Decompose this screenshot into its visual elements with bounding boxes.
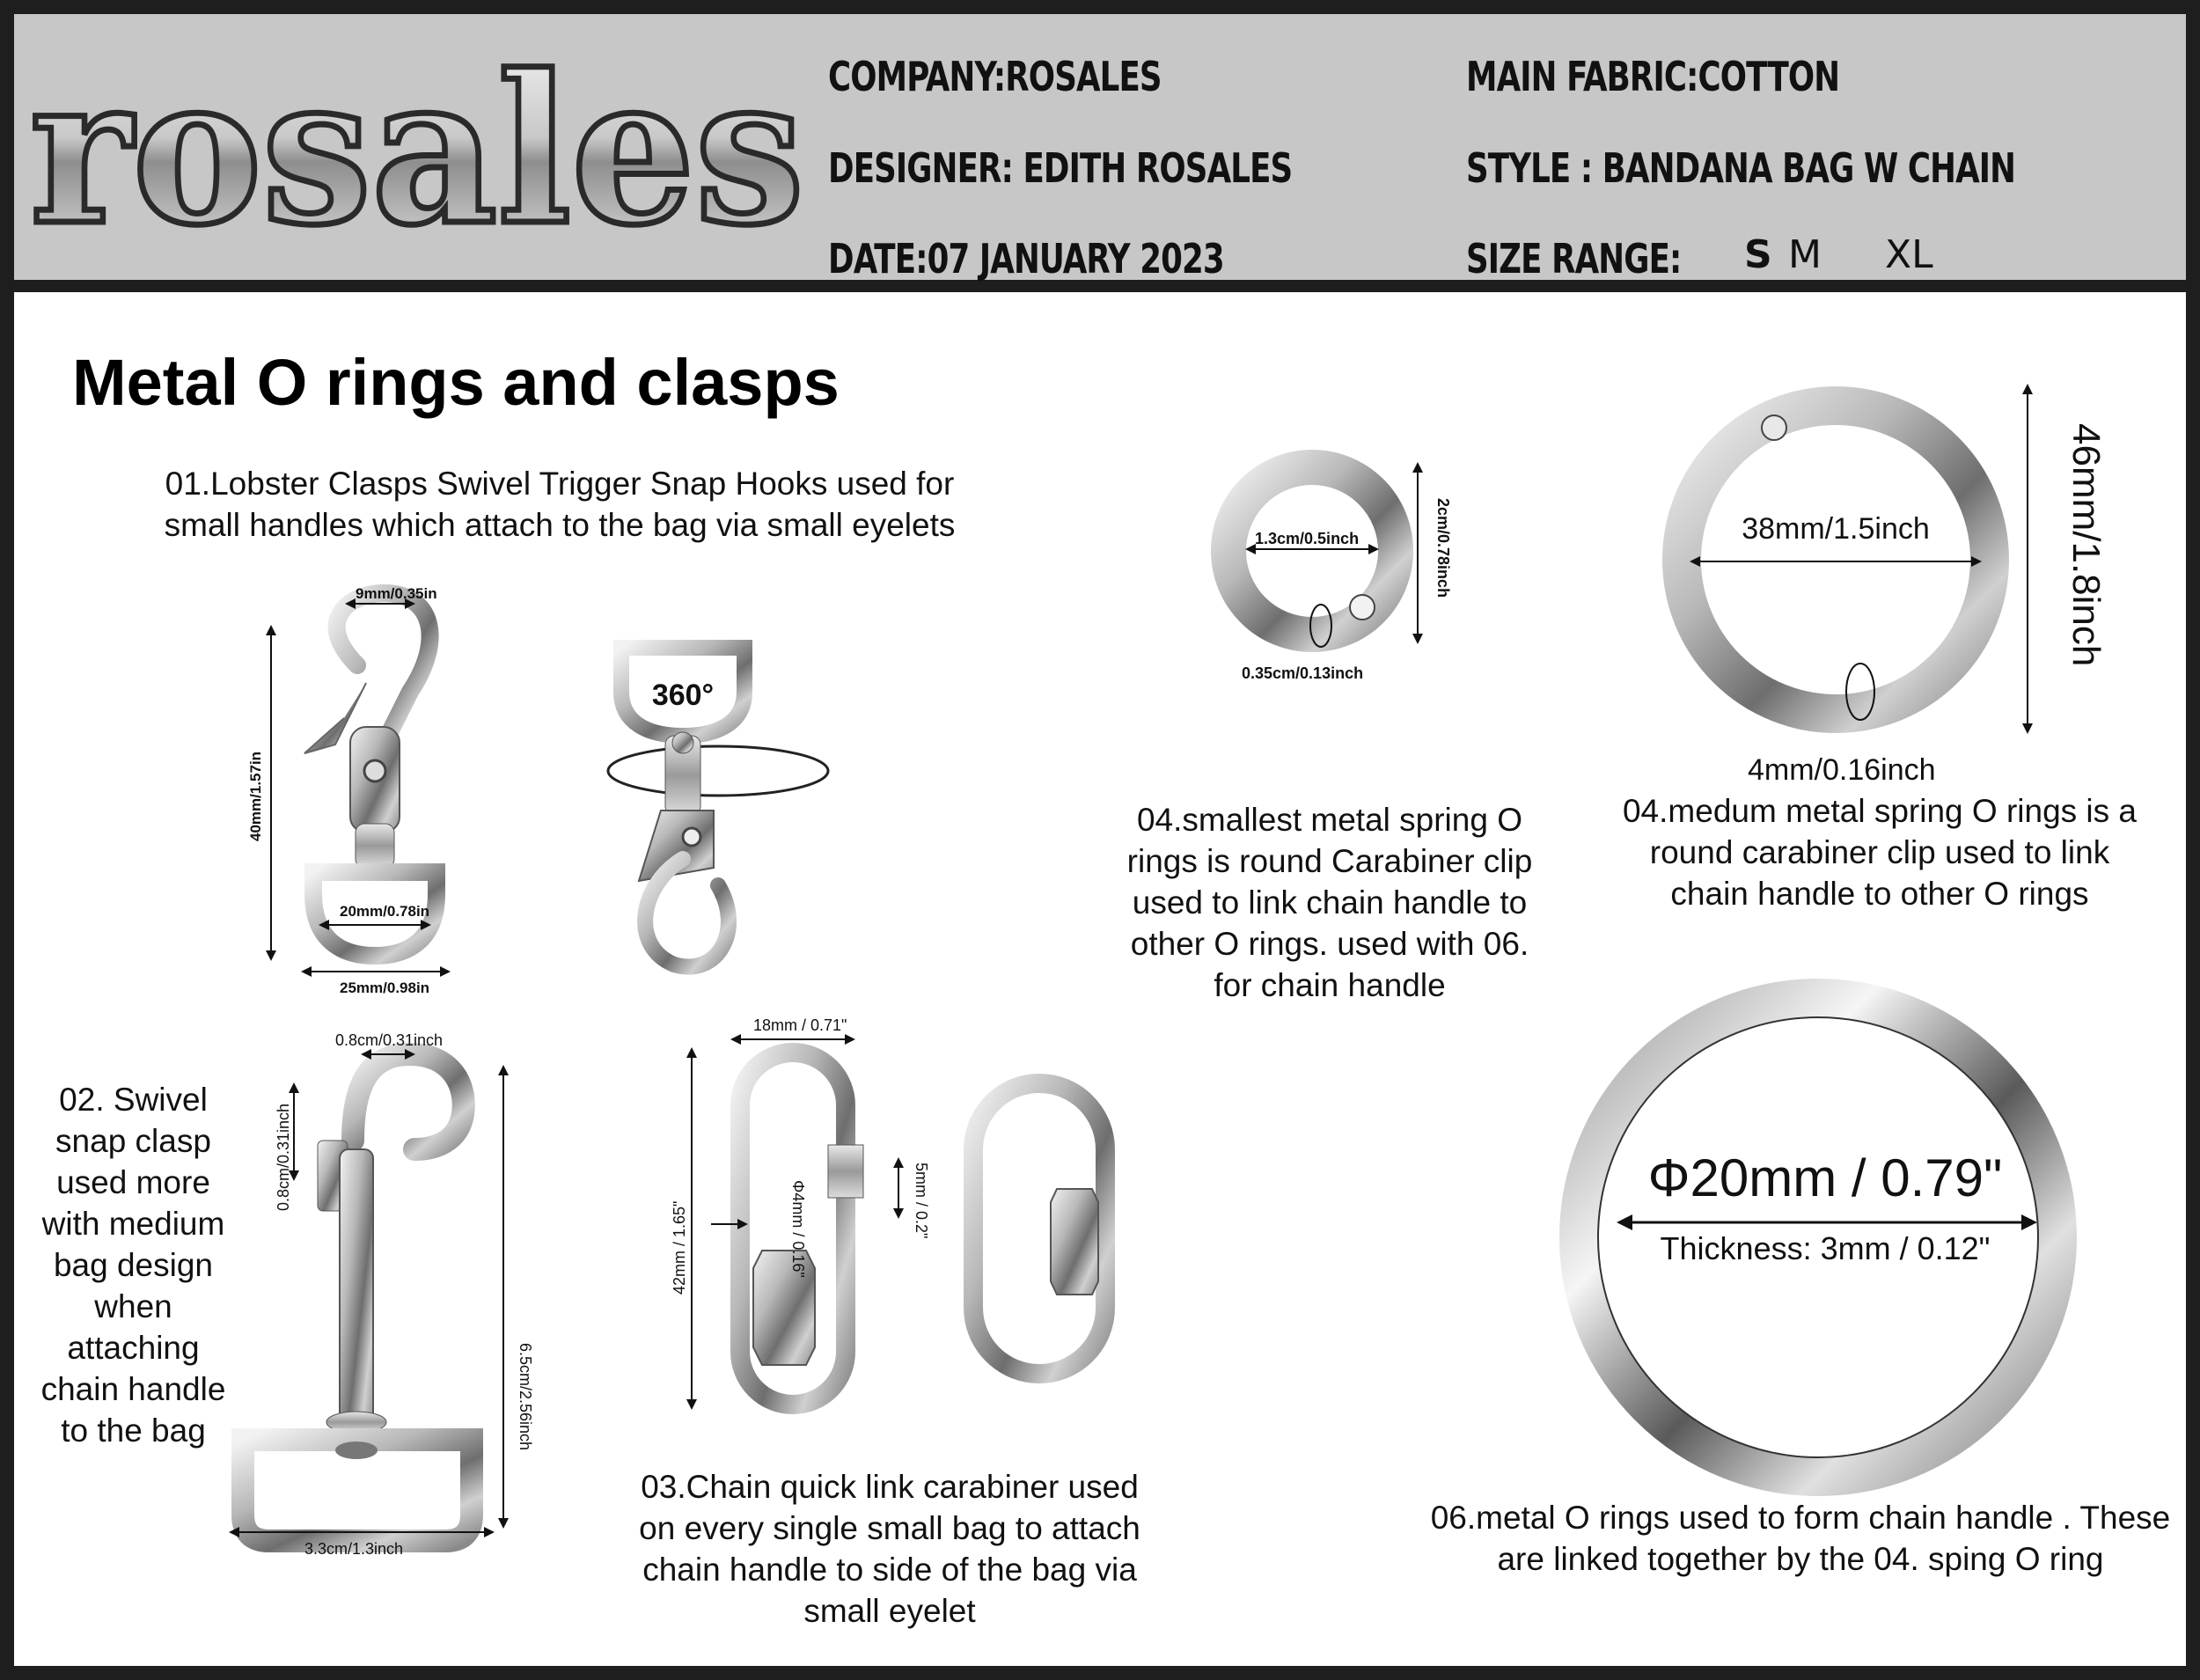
size-m: M (1788, 232, 1822, 277)
o-ring-dim-thickness: Thickness: 3mm / 0.12" (1660, 1230, 1991, 1266)
quick-link-dim-wire: Φ4mm / 0.16" (789, 1180, 807, 1278)
quick-link-caption: 03.Chain quick link carabiner used on every single small bag to attach chain handle to side of the bag via small eyelet (639, 1469, 1140, 1629)
lobster-clasp-illustration (247, 585, 516, 1000)
medium-ring-dim-outer: 46mm/1.8inch (2064, 423, 2108, 667)
style-label: STYLE : BANDANA BAG W CHAIN (1466, 144, 2016, 192)
quick-link-dim-top: 18mm / 0.71" (753, 1016, 847, 1034)
swivel-dim-height: 6.5cm/2.56inch (517, 1343, 534, 1451)
size-s: S (1744, 232, 1772, 277)
company-label: COMPANY:ROSALES (828, 53, 1162, 100)
swivel-dim-top: 0.8cm/0.31inch (335, 1031, 444, 1049)
svg-text:rosales: rosales (30, 30, 804, 270)
small-spring-ring-illustration (1202, 445, 1466, 692)
size-xl: XL (1885, 232, 1933, 277)
medium-ring-dim-thickness: 4mm/0.16inch (1748, 753, 1936, 787)
date-label: DATE:07 JANUARY 2023 (828, 235, 1224, 282)
page-title: Metal O rings and clasps (72, 346, 840, 419)
o-ring-illustration (1554, 973, 2082, 1501)
lobster-dim-height: 40mm/1.57in (247, 751, 264, 841)
quick-link-dim-gap: 5mm / 0.2" (913, 1163, 930, 1239)
medium-spring-ring-illustration (1660, 384, 2135, 789)
small-ring-dim-thickness: 0.35cm/0.13inch (1242, 664, 1364, 682)
quick-link-dim-height: 42mm / 1.65" (671, 1200, 688, 1295)
lobster-caption: 01.Lobster Clasps Swivel Trigger Snap Hooks used for small handles which attach to the bag via small eyelets (164, 466, 956, 543)
quick-link-illustration (665, 1013, 1123, 1435)
lobster-dim-bottom: 25mm/0.98in (340, 979, 430, 996)
lobster-swivel-illustration (604, 639, 841, 982)
main-fabric-label: MAIN FABRIC:COTTON (1466, 53, 1840, 100)
small-spring-caption: 04.smallest metal spring O rings is round Carabiner clip used to link chain handle to other O rings. used with 06. for chain handle (1126, 802, 1533, 1003)
swivel-dim-bottom: 3.3cm/1.3inch (304, 1540, 404, 1558)
swivel-dim-gap: 0.8cm/0.31inch (275, 1103, 292, 1211)
swivel-snap-illustration (225, 1031, 542, 1563)
size-range-label: SIZE RANGE: (1466, 235, 1682, 282)
lobster-dim-inner: 20mm/0.78in (340, 903, 430, 920)
rotation-label: 360° (651, 679, 715, 712)
designer-label: DESIGNER: EDITH ROSALES (828, 144, 1293, 192)
swivel-snap-caption: 02. Swivel snap clasp used more with medium bag design when attaching chain handle to the bag (40, 1082, 226, 1449)
medium-spring-caption: 04.medum metal spring O rings is a round carabiner clip used to link chain handle to other O rings (1622, 793, 2137, 912)
small-ring-dim-outer: 2cm/0.78inch (1434, 498, 1452, 598)
small-ring-dim-inner: 1.3cm/0.5inch (1255, 530, 1360, 547)
o-ring-caption: 06.metal O rings used to form chain handle . These are linked together by the 04. sping O ring (1430, 1500, 2171, 1577)
lobster-dim-top: 9mm/0.35in (356, 585, 437, 602)
o-ring-dim-diameter: Φ20mm / 0.79" (1647, 1148, 2003, 1207)
medium-ring-dim-inner: 38mm/1.5inch (1742, 512, 1930, 546)
header-bar (14, 14, 2186, 292)
rosales-logo (25, 14, 808, 278)
